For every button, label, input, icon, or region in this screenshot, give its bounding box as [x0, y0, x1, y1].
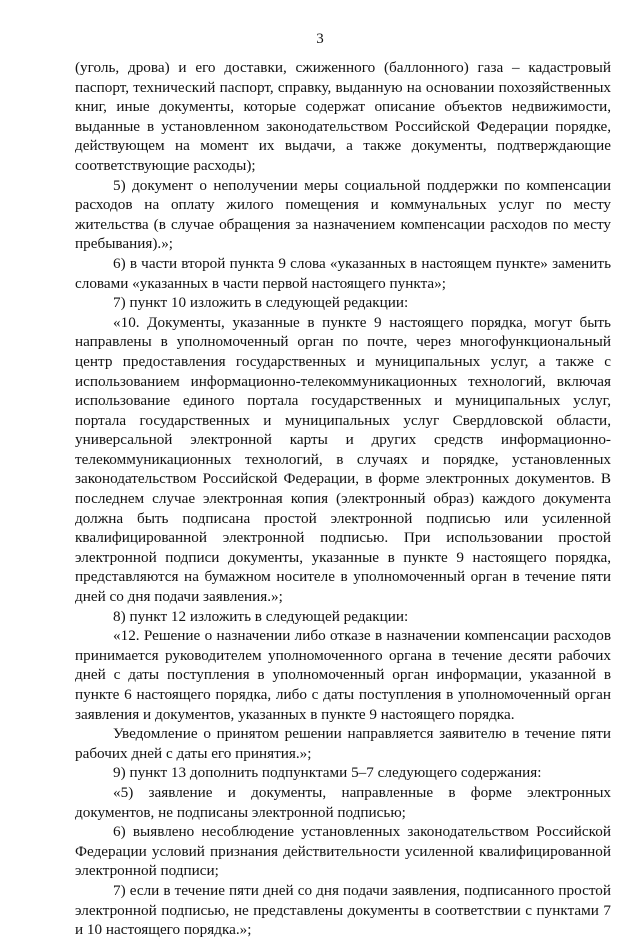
paragraph: 9) пункт 13 дополнить подпунктами 5–7 следующего содержания: [113, 764, 542, 782]
paragraph: 6) выявлено несоблюдение установленных законодательством Российской Федерации условий признания действительности усиленной квалифицированной электронной подписи; [75, 823, 611, 880]
paragraph: 8) пункт 12 изложить в следующей редакции: [113, 607, 409, 625]
paragraph: «12. Решение о назначении либо отказе в назначении компенсации расходов принимается руководителем уполномоченного органа в течение десяти рабочих дней с даты поступления в уполномоченный орган информации, указанной в пункте 6 настоящего порядка, либо с даты поступления в уполномоченный орган заявления и документов, указанных в пункте 9 настоящего порядка. [75, 627, 611, 723]
document-body [75, 58, 611, 940]
paragraph: 7) если в течение пяти дней со дня подачи заявления, подписанного простой электронной подписью, не представлены документы в соответствии с пунктами 7 и 10 настоящего порядка.»; [75, 881, 611, 939]
paragraph: «10. Документы, указанные в пункте 9 настоящего порядка, могут быть направлены в уполномоченный орган по почте, через многофункциональный центр предоставления государственных и муниципальных услуг, а также с использованием информационно-телекоммуникационных технологий, включая использование единого портала государственных и муниципальных услуг, портала государственных и муниципальных услуг Свердловской области, универсальной электронной карты и других средств информационно-телекоммуникационных технологий, в случаях и порядке, установленных законодательством Российской Федерации, в форме электронных документов. В последнем случае электронная копия (электронный образ) каждого документа должна быть подписана простой электронной подписью или усиленной квалифицированной электронной подписью. При использовании простой электронной подписи документы, указанные в пункте 9 настоящего порядка, представляются на бумажном носителе в уполномоченный орган в течение пяти дней со дня подачи заявления.»; [75, 313, 611, 606]
paragraph: (уголь, дрова) и его доставки, сжиженного (баллонного) газа – кадастровый паспорт, технический паспорт, справку, выданную на основании похозяйственных книг, иные документы, которые содержат описание объектов недвижимости, выданные в установленном законодательством Российской Федерации порядке, действующем на момент их выдачи, а также документы, подтверждающие соответствующие расходы); [75, 59, 611, 174]
paragraph: «5) заявление и документы, направленные в форме электронных документов, не подписаны электронной подписью; [75, 783, 611, 821]
paragraph: 7) пункт 10 изложить в следующей редакции: [113, 294, 409, 312]
paragraph: 5) документ о неполучении меры социальной поддержки по компенсации расходов на оплату жилого помещения и коммунальных услуг по месту жительства (в случае обращения за назначением компенсации расходов по месту пребывания).»; [75, 176, 611, 253]
page-number: 3 [316, 31, 324, 47]
paragraph: Уведомление о принятом решении направляется заявителю в течение пяти рабочих дней с даты его принятия.»; [75, 725, 611, 762]
paragraph: 6) в части второй пункта 9 слова «указанных в настоящем пункте» заменить словами «указанных в части первой настоящего пункта»; [75, 254, 611, 292]
